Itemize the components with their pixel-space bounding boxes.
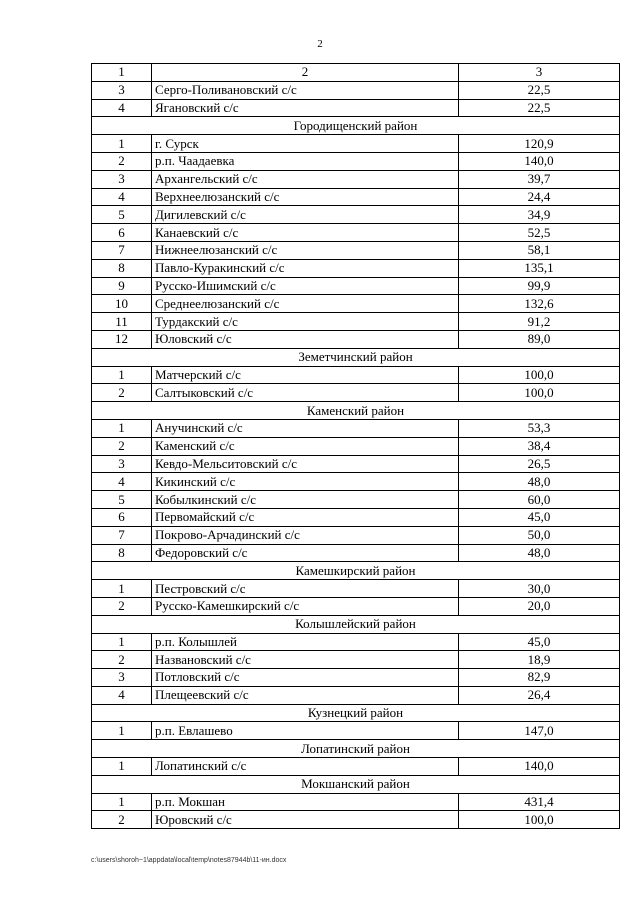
row-number: 10 [92,295,152,313]
row-number: 4 [92,473,152,491]
row-value: 147,0 [459,722,620,740]
settlement-name: Салтыковский с/с [152,384,459,402]
row-value: 45,0 [459,508,620,526]
row-value: 53,3 [459,419,620,437]
settlement-name: Потловский с/с [152,669,459,687]
row-number: 2 [92,437,152,455]
table-row [92,491,620,509]
row-number: 2 [92,152,152,170]
settlement-name: Нижнеелюзанский с/с [152,241,459,259]
row-number: 8 [92,544,152,562]
row-value: 132,6 [459,295,620,313]
settlement-name: Пестровский с/с [152,580,459,598]
row-number: 1 [92,633,152,651]
table-row [92,597,620,615]
settlement-name: Первомайский с/с [152,508,459,526]
table-row [92,241,620,259]
row-number: 3 [92,81,152,99]
row-value: 120,9 [459,135,620,153]
settlement-name: Матчерский с/с [152,366,459,384]
settlement-name: р.п. Колышлей [152,633,459,651]
row-value: 48,0 [459,544,620,562]
settlement-name: Названовский с/с [152,651,459,669]
district-header-row [92,740,620,758]
table-row [92,224,620,242]
row-value: 100,0 [459,366,620,384]
row-number: 3 [92,170,152,188]
district-header-row [92,775,620,793]
header-col-3: 3 [459,64,620,82]
district-name: Колышлейский район [92,615,620,633]
settlement-name: г. Сурск [152,135,459,153]
table-row [92,366,620,384]
settlement-name: Русско-Камешкирский с/с [152,597,459,615]
row-value: 39,7 [459,170,620,188]
table-row [92,419,620,437]
row-number: 3 [92,455,152,473]
row-number: 5 [92,491,152,509]
settlement-name: Лопатинский с/с [152,758,459,776]
table-row [92,99,620,117]
settlement-name: Павло-Куракинский с/с [152,259,459,277]
row-number: 1 [92,793,152,811]
table-row [92,722,620,740]
row-number: 1 [92,580,152,598]
header-col-2: 2 [152,64,459,82]
row-number: 5 [92,206,152,224]
district-header-row [92,615,620,633]
district-name: Мокшанский район [92,775,620,793]
settlement-name: Каменский с/с [152,437,459,455]
row-value: 38,4 [459,437,620,455]
settlement-name: Дигилевский с/с [152,206,459,224]
settlement-name: Верхнеелюзанский с/с [152,188,459,206]
table-row [92,135,620,153]
row-number: 2 [92,384,152,402]
table-row [92,526,620,544]
row-value: 20,0 [459,597,620,615]
row-number: 8 [92,259,152,277]
row-value: 135,1 [459,259,620,277]
table-row [92,633,620,651]
row-value: 48,0 [459,473,620,491]
table-row [92,651,620,669]
settlement-name: Кикинский с/с [152,473,459,491]
page-number: 2 [317,38,323,50]
row-number: 2 [92,811,152,829]
settlement-name: Анучинский с/с [152,419,459,437]
district-header-row [92,704,620,722]
table-row [92,758,620,776]
table-row [92,330,620,348]
table-row [92,455,620,473]
row-number: 4 [92,188,152,206]
district-name: Земетчинский район [92,348,620,366]
table-row [92,170,620,188]
table-header-row [92,64,620,82]
district-header-row [92,402,620,420]
row-value: 140,0 [459,758,620,776]
district-name: Городищенский район [92,117,620,135]
table-row [92,508,620,526]
row-number: 1 [92,758,152,776]
table-row [92,580,620,598]
row-number: 3 [92,669,152,687]
district-header-row [92,348,620,366]
row-number: 2 [92,651,152,669]
row-value: 30,0 [459,580,620,598]
row-number: 9 [92,277,152,295]
row-value: 82,9 [459,669,620,687]
row-value: 52,5 [459,224,620,242]
settlement-name: Русско-Ишимский с/с [152,277,459,295]
district-name: Камешкирский район [92,562,620,580]
row-number: 4 [92,99,152,117]
row-value: 24,4 [459,188,620,206]
footer-file-path: c:\users\shoroh~1\appdata\local\temp\notes87944b\11-ин.docx [91,857,287,864]
settlement-name: р.п. Чаадаевка [152,152,459,170]
settlement-name: Юловский с/с [152,330,459,348]
row-value: 18,9 [459,651,620,669]
row-value: 100,0 [459,811,620,829]
row-number: 1 [92,419,152,437]
row-value: 22,5 [459,99,620,117]
row-value: 50,0 [459,526,620,544]
settlement-name: Среднеелюзанский с/с [152,295,459,313]
settlement-name: Федоровский с/с [152,544,459,562]
table-row [92,544,620,562]
row-number: 4 [92,686,152,704]
row-value: 58,1 [459,241,620,259]
district-header-row [92,562,620,580]
row-number: 6 [92,508,152,526]
settlement-name: р.п. Мокшан [152,793,459,811]
table-row [92,295,620,313]
table-row [92,669,620,687]
settlement-name: р.п. Евлашево [152,722,459,740]
district-header-row [92,117,620,135]
table-row [92,437,620,455]
settlement-name: Покрово-Арчадинский с/с [152,526,459,544]
settlement-name: Ягановский с/с [152,99,459,117]
district-name: Каменский район [92,402,620,420]
row-number: 7 [92,241,152,259]
row-number: 7 [92,526,152,544]
row-value: 34,9 [459,206,620,224]
settlement-name: Плещеевский с/с [152,686,459,704]
row-number: 1 [92,722,152,740]
row-number: 1 [92,366,152,384]
data-table [91,63,620,829]
table-row [92,206,620,224]
row-number: 2 [92,597,152,615]
row-number: 1 [92,135,152,153]
table-row [92,152,620,170]
row-value: 89,0 [459,330,620,348]
settlement-name: Канаевский с/с [152,224,459,242]
row-value: 91,2 [459,313,620,331]
header-col-1: 1 [92,64,152,82]
district-name: Кузнецкий район [92,704,620,722]
row-value: 140,0 [459,152,620,170]
table-row [92,793,620,811]
table-row [92,686,620,704]
table-row [92,188,620,206]
table-row [92,259,620,277]
table-row [92,811,620,829]
settlement-name: Кобылкинский с/с [152,491,459,509]
table-row [92,277,620,295]
table-row [92,473,620,491]
settlement-name: Юровский с/с [152,811,459,829]
row-value: 99,9 [459,277,620,295]
district-name: Лопатинский район [92,740,620,758]
row-number: 12 [92,330,152,348]
table-body [92,64,620,829]
table-row [92,384,620,402]
table-row [92,81,620,99]
row-value: 60,0 [459,491,620,509]
settlement-name: Архангельский с/с [152,170,459,188]
row-value: 26,4 [459,686,620,704]
row-value: 45,0 [459,633,620,651]
settlement-name: Турдакский с/с [152,313,459,331]
row-value: 100,0 [459,384,620,402]
row-value: 431,4 [459,793,620,811]
settlement-name: Серго-Поливановский с/с [152,81,459,99]
table-row [92,313,620,331]
row-number: 6 [92,224,152,242]
row-number: 11 [92,313,152,331]
row-value: 26,5 [459,455,620,473]
row-value: 22,5 [459,81,620,99]
settlement-name: Кевдо-Мельситовский с/с [152,455,459,473]
